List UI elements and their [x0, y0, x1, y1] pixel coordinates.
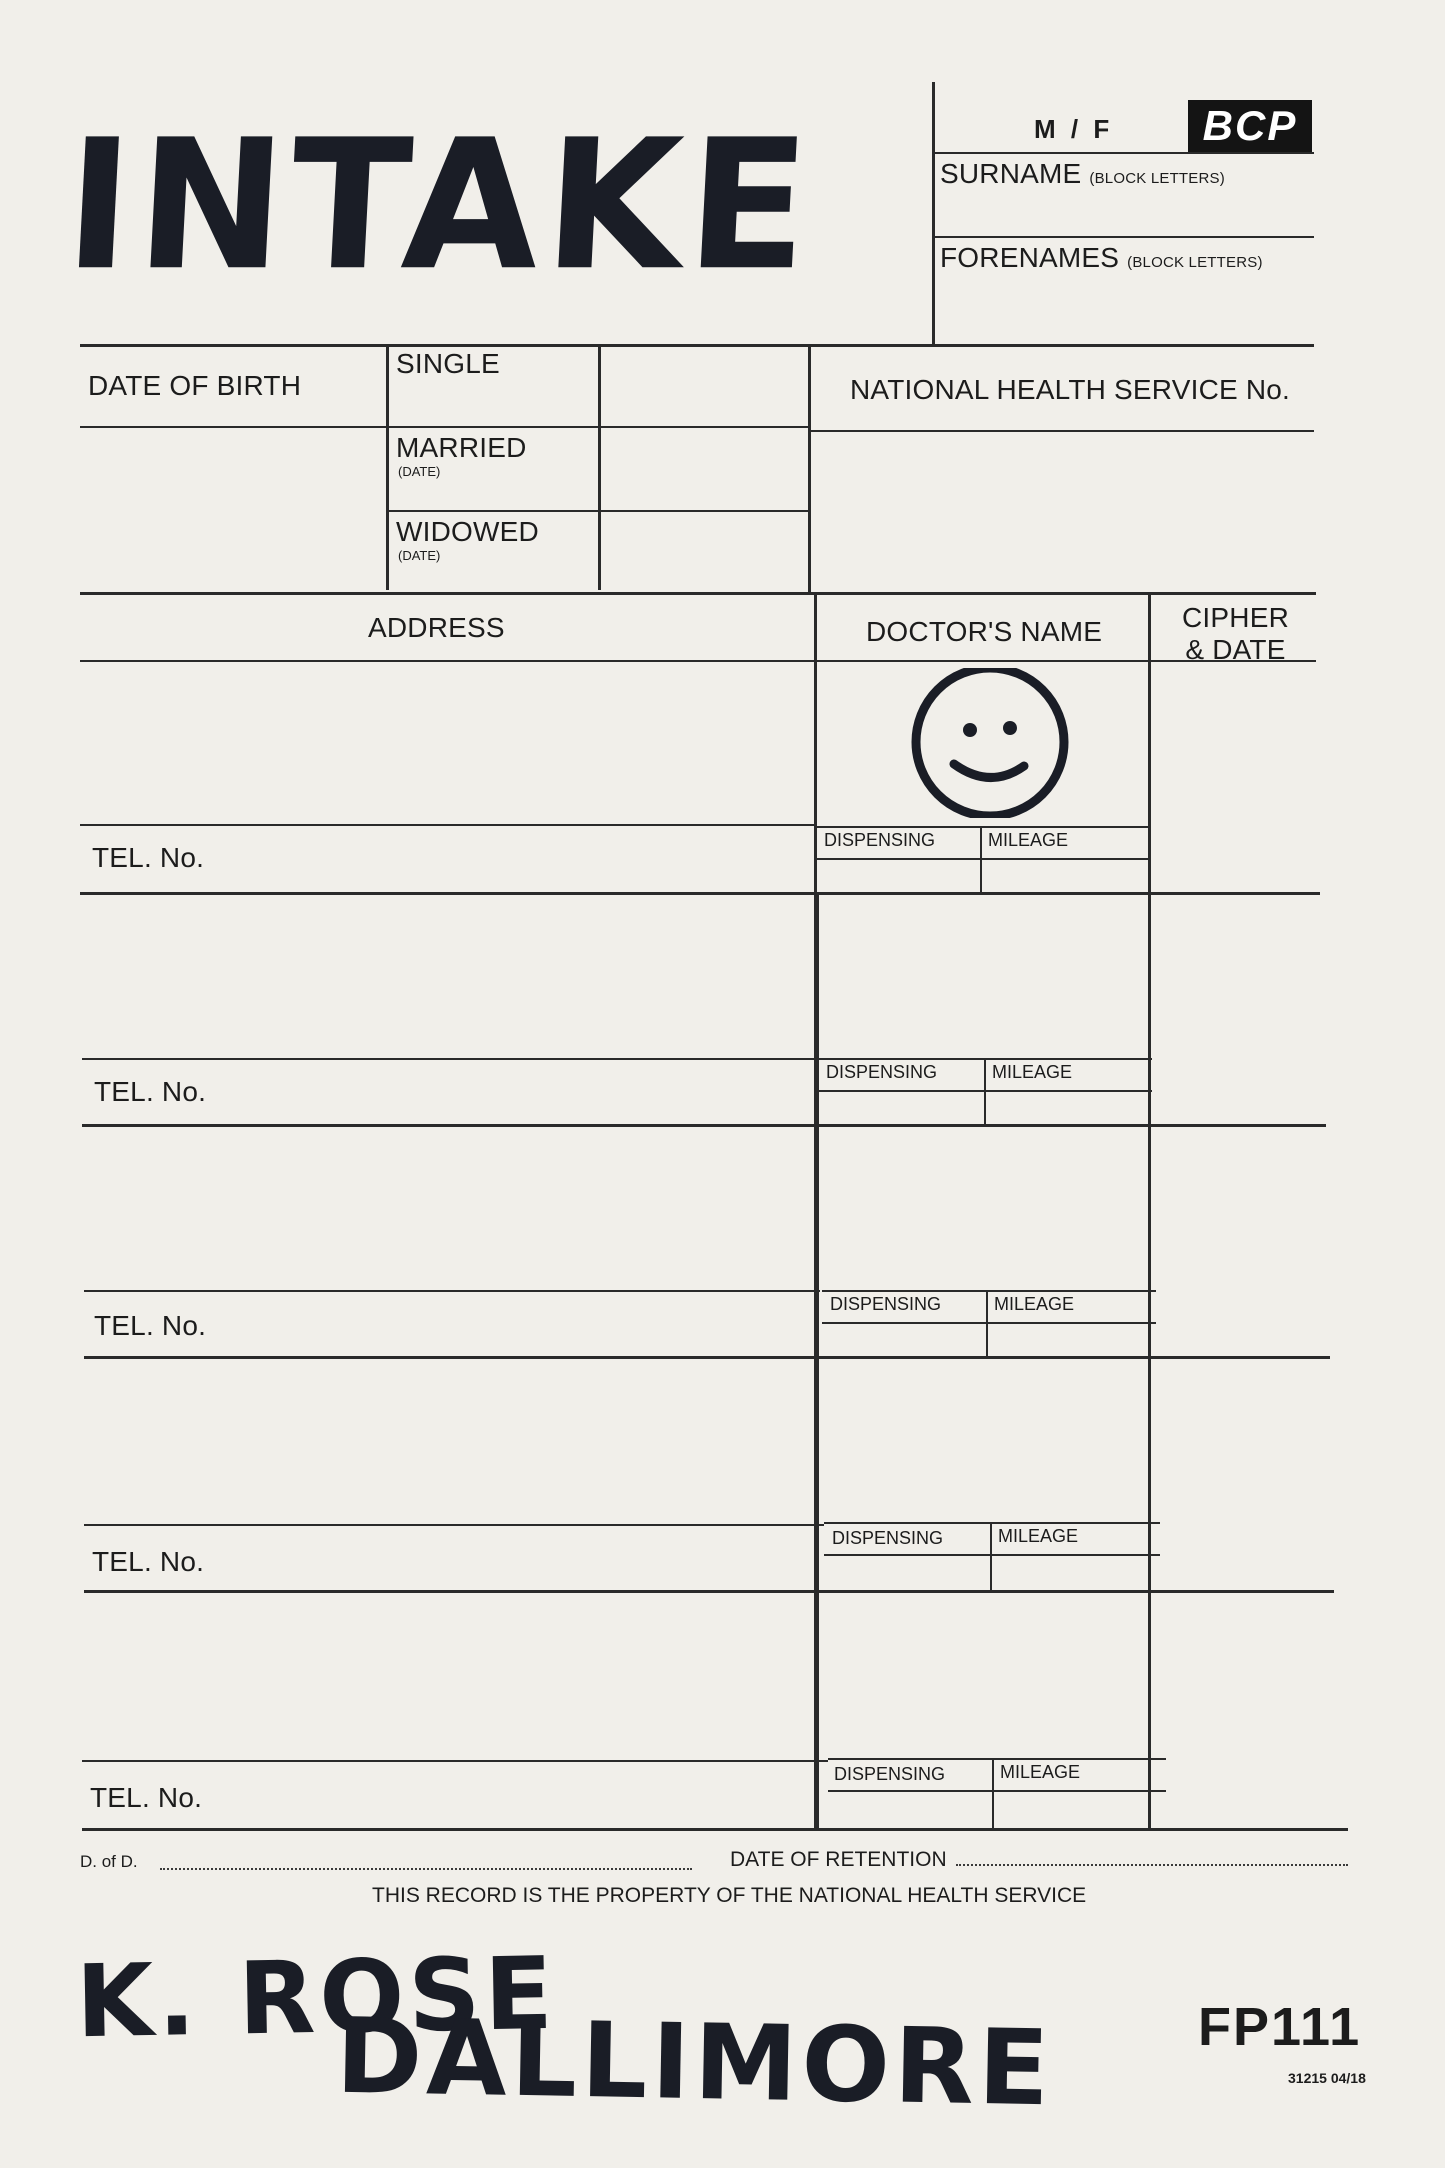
dispensing-label: DISPENSING	[830, 1294, 942, 1314]
date-of-death-label: D. of D.	[80, 1852, 138, 1871]
author-first-line: K. ROSE	[75, 1934, 558, 2061]
widowed-label: WIDOWED	[396, 516, 539, 547]
single-label: SINGLE	[396, 348, 500, 379]
dispensing-rule	[824, 1554, 1160, 1556]
tel-label: TEL. No.	[94, 1310, 207, 1341]
dispensing-rule	[824, 1522, 1160, 1524]
status-rule	[80, 426, 808, 428]
mileage-label: MILEAGE	[998, 1526, 1079, 1546]
dispensing-divider	[986, 1290, 988, 1356]
bcp-badge: BCP	[1188, 100, 1312, 152]
date-of-retention-label: DATE OF RETENTION	[730, 1848, 947, 1871]
row-rule	[84, 1590, 1334, 1593]
cover-title: INTAKE	[60, 100, 820, 311]
dispensing-rule	[828, 1790, 1166, 1792]
dispensing-label: DISPENSING	[824, 830, 936, 850]
column-divider	[816, 892, 819, 1828]
header-rule	[932, 152, 1314, 154]
tel-label: TEL. No.	[92, 1546, 205, 1577]
property-notice: THIS RECORD IS THE PROPERTY OF THE NATIONAL HEALTH SERVICE	[372, 1884, 1087, 1907]
doctor-column-header: DOCTOR'S NAME	[866, 616, 1103, 647]
dispensing-rule	[822, 1290, 1156, 1292]
address-rule	[80, 824, 816, 826]
status-divider	[808, 344, 811, 592]
mileage-label: MILEAGE	[1000, 1762, 1081, 1782]
row-rule	[82, 1828, 1348, 1831]
header-rule	[932, 236, 1314, 238]
dispensing-divider	[990, 1522, 992, 1590]
married-label: MARRIED	[396, 432, 527, 463]
form-code: 31215 04/18	[1288, 2070, 1366, 2086]
tel-label: TEL. No.	[92, 842, 205, 873]
date-of-retention-line	[956, 1864, 1348, 1866]
address-rule	[82, 1760, 828, 1762]
dispensing-rule	[828, 1758, 1166, 1760]
mileage-label: MILEAGE	[988, 830, 1069, 850]
dispensing-rule	[816, 858, 1150, 860]
forenames-label: FORENAMES (BLOCK LETTERS)	[940, 242, 1263, 273]
form-number: FP111	[1198, 1997, 1362, 2057]
header-divider	[932, 82, 935, 344]
address-rule	[84, 1524, 824, 1526]
cipher-date-column-header: CIPHER & DATE	[1182, 602, 1289, 665]
dispensing-divider	[984, 1058, 986, 1124]
status-divider	[598, 344, 601, 590]
address-column-header: ADDRESS	[368, 612, 505, 643]
row-rule	[80, 892, 1320, 895]
status-rule	[808, 430, 1314, 432]
author-last-name: DALLIMORE	[334, 1994, 1055, 2130]
dispensing-label: DISPENSING	[826, 1062, 938, 1082]
nhs-number-label: NATIONAL HEALTH SERVICE No.	[850, 374, 1291, 405]
smiley-face-icon	[906, 668, 1080, 818]
mileage-label: MILEAGE	[992, 1062, 1073, 1082]
married-date-note: (DATE)	[398, 464, 441, 479]
form-rule	[80, 592, 1316, 595]
date-of-death-line	[160, 1868, 692, 1870]
surname-label: SURNAME (BLOCK LETTERS)	[940, 158, 1225, 189]
address-rule	[84, 1290, 820, 1292]
dispensing-rule	[816, 826, 1150, 828]
sex-field-label: M / F	[1034, 114, 1114, 144]
form-rule	[80, 660, 1316, 662]
widowed-date-note: (DATE)	[398, 548, 441, 563]
status-divider	[386, 344, 389, 590]
address-rule	[82, 1058, 818, 1060]
row-rule	[82, 1124, 1326, 1127]
status-rule	[386, 510, 808, 512]
tel-label: TEL. No.	[90, 1782, 203, 1813]
dispensing-label: DISPENSING	[832, 1528, 944, 1548]
dispensing-label: DISPENSING	[834, 1764, 946, 1784]
tel-label: TEL. No.	[94, 1076, 207, 1107]
dispensing-rule	[822, 1322, 1156, 1324]
column-divider	[1148, 592, 1151, 1830]
dispensing-divider	[992, 1758, 994, 1828]
dispensing-divider	[980, 826, 982, 892]
mileage-label: MILEAGE	[994, 1294, 1075, 1314]
form-rule	[80, 344, 1314, 347]
row-rule	[84, 1356, 1330, 1359]
date-of-birth-label: DATE OF BIRTH	[88, 370, 302, 401]
